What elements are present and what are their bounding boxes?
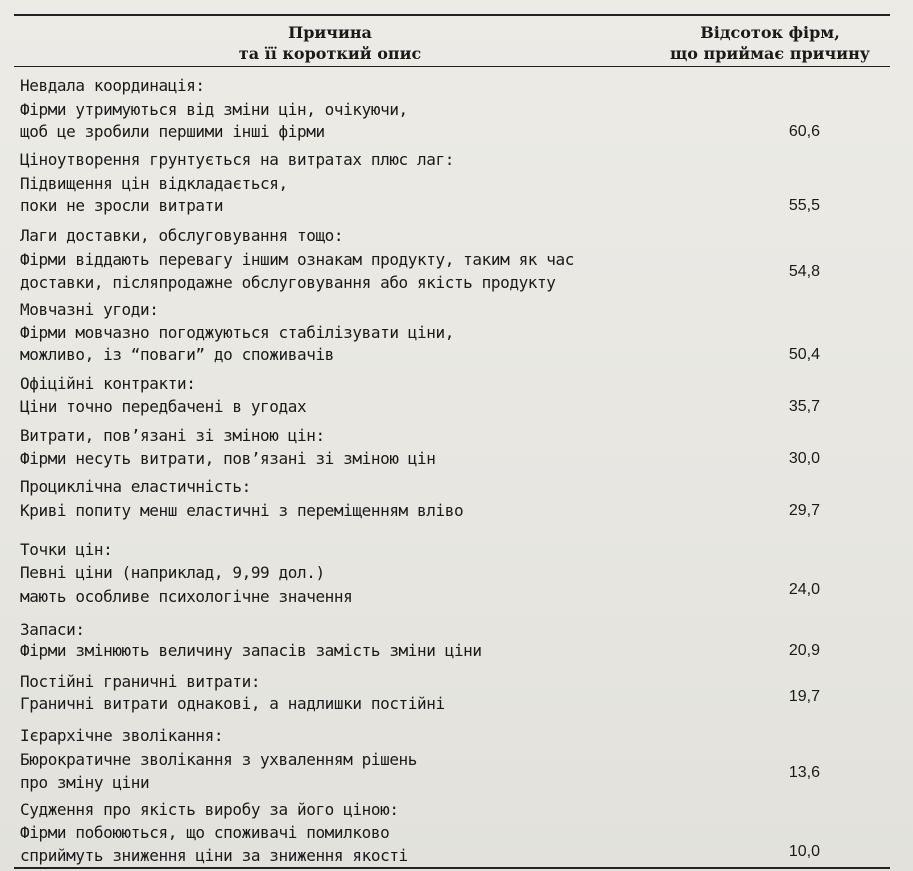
row-value: 54,8 xyxy=(788,263,820,280)
header-reason xyxy=(200,22,460,64)
row-desc: Ціни точно передбачені в угодах xyxy=(20,397,307,416)
row-desc: поки не зросли витрати xyxy=(20,196,224,215)
row-value: 20,9 xyxy=(788,642,820,659)
row-desc: Бюрократичне зволікання з ухваленням рішень xyxy=(20,750,418,769)
row-value: 35,7 xyxy=(788,398,820,415)
row-desc: Підвищення цін відкладається, xyxy=(20,174,288,193)
row-desc: сприймуть зниження ціни за зниження якості xyxy=(20,846,408,865)
header-reason-line2: та її короткий опис xyxy=(238,44,422,63)
row-value: 13,6 xyxy=(788,764,820,781)
row-value: 55,5 xyxy=(788,197,820,214)
row-value: 24,0 xyxy=(788,581,820,598)
header-reason-line1: Причина xyxy=(288,23,372,42)
row-value: 10,0 xyxy=(788,843,820,860)
header-rule xyxy=(14,66,890,67)
row-title: Ціноутворення грунтується на витратах плюс лаг: xyxy=(20,150,454,169)
row-title: Постійні граничні витрати: xyxy=(20,672,261,691)
row-title: Невдала координація: xyxy=(20,76,205,95)
row-desc: щоб це зробили першими інші фірми xyxy=(20,122,325,141)
row-title: Ієрархічне зволікання: xyxy=(20,726,224,745)
row-desc: Фірми мовчазно погоджуються стабілізувати ціни, xyxy=(20,323,454,342)
row-title: Лаги доставки, обслуговування тощо: xyxy=(20,226,344,245)
header-percent xyxy=(660,22,880,64)
row-desc: Фірми віддають перевагу іншим ознакам продукту, таким як час xyxy=(20,250,574,269)
row-desc: доставки, післяпродажне обслуговування або якість продукту xyxy=(20,273,556,292)
row-title: Витрати, пов’язані зі зміною цін: xyxy=(20,426,325,445)
row-desc: Фірми утримуються від зміни цін, очікуючи, xyxy=(20,100,408,119)
row-value: 19,7 xyxy=(788,688,820,705)
row-desc: можливо, із “поваги” до споживачів xyxy=(20,345,334,364)
top-rule xyxy=(14,14,890,16)
row-desc: Криві попиту менш еластичні з переміщенням вліво xyxy=(20,501,464,520)
row-value: 30,0 xyxy=(788,450,820,467)
bottom-rule xyxy=(14,867,890,869)
row-value: 29,7 xyxy=(788,502,820,519)
row-value: 60,6 xyxy=(788,123,820,140)
header-percent-line2: що приймає причину xyxy=(669,44,871,63)
row-desc: Фірми несуть витрати, пов’язані зі зміною цін xyxy=(20,449,436,468)
row-title: Проциклічна еластичність: xyxy=(20,477,251,496)
row-desc: Граничні витрати однакові, а надлишки постійні xyxy=(20,694,445,713)
row-desc: Певні ціни (наприклад, 9,99 дол.) xyxy=(20,563,325,582)
row-desc: Фірми побоюються, що споживачі помилково xyxy=(20,823,390,842)
row-desc: Фірми змінюють величину запасів замість зміни ціни xyxy=(20,641,482,660)
row-title: Запаси: xyxy=(20,620,85,639)
row-title: Точки цін: xyxy=(20,540,113,559)
row-desc: мають особливе психологічне значення xyxy=(20,587,353,606)
row-title: Офіційні контракти: xyxy=(20,374,196,393)
row-title: Судження про якість виробу за його ціною: xyxy=(20,800,399,819)
header-percent-line1: Відсоток фірм, xyxy=(700,23,840,42)
row-title: Мовчазні угоди: xyxy=(20,300,159,319)
row-desc: про зміну ціни xyxy=(20,773,150,792)
row-value: 50,4 xyxy=(788,346,820,363)
